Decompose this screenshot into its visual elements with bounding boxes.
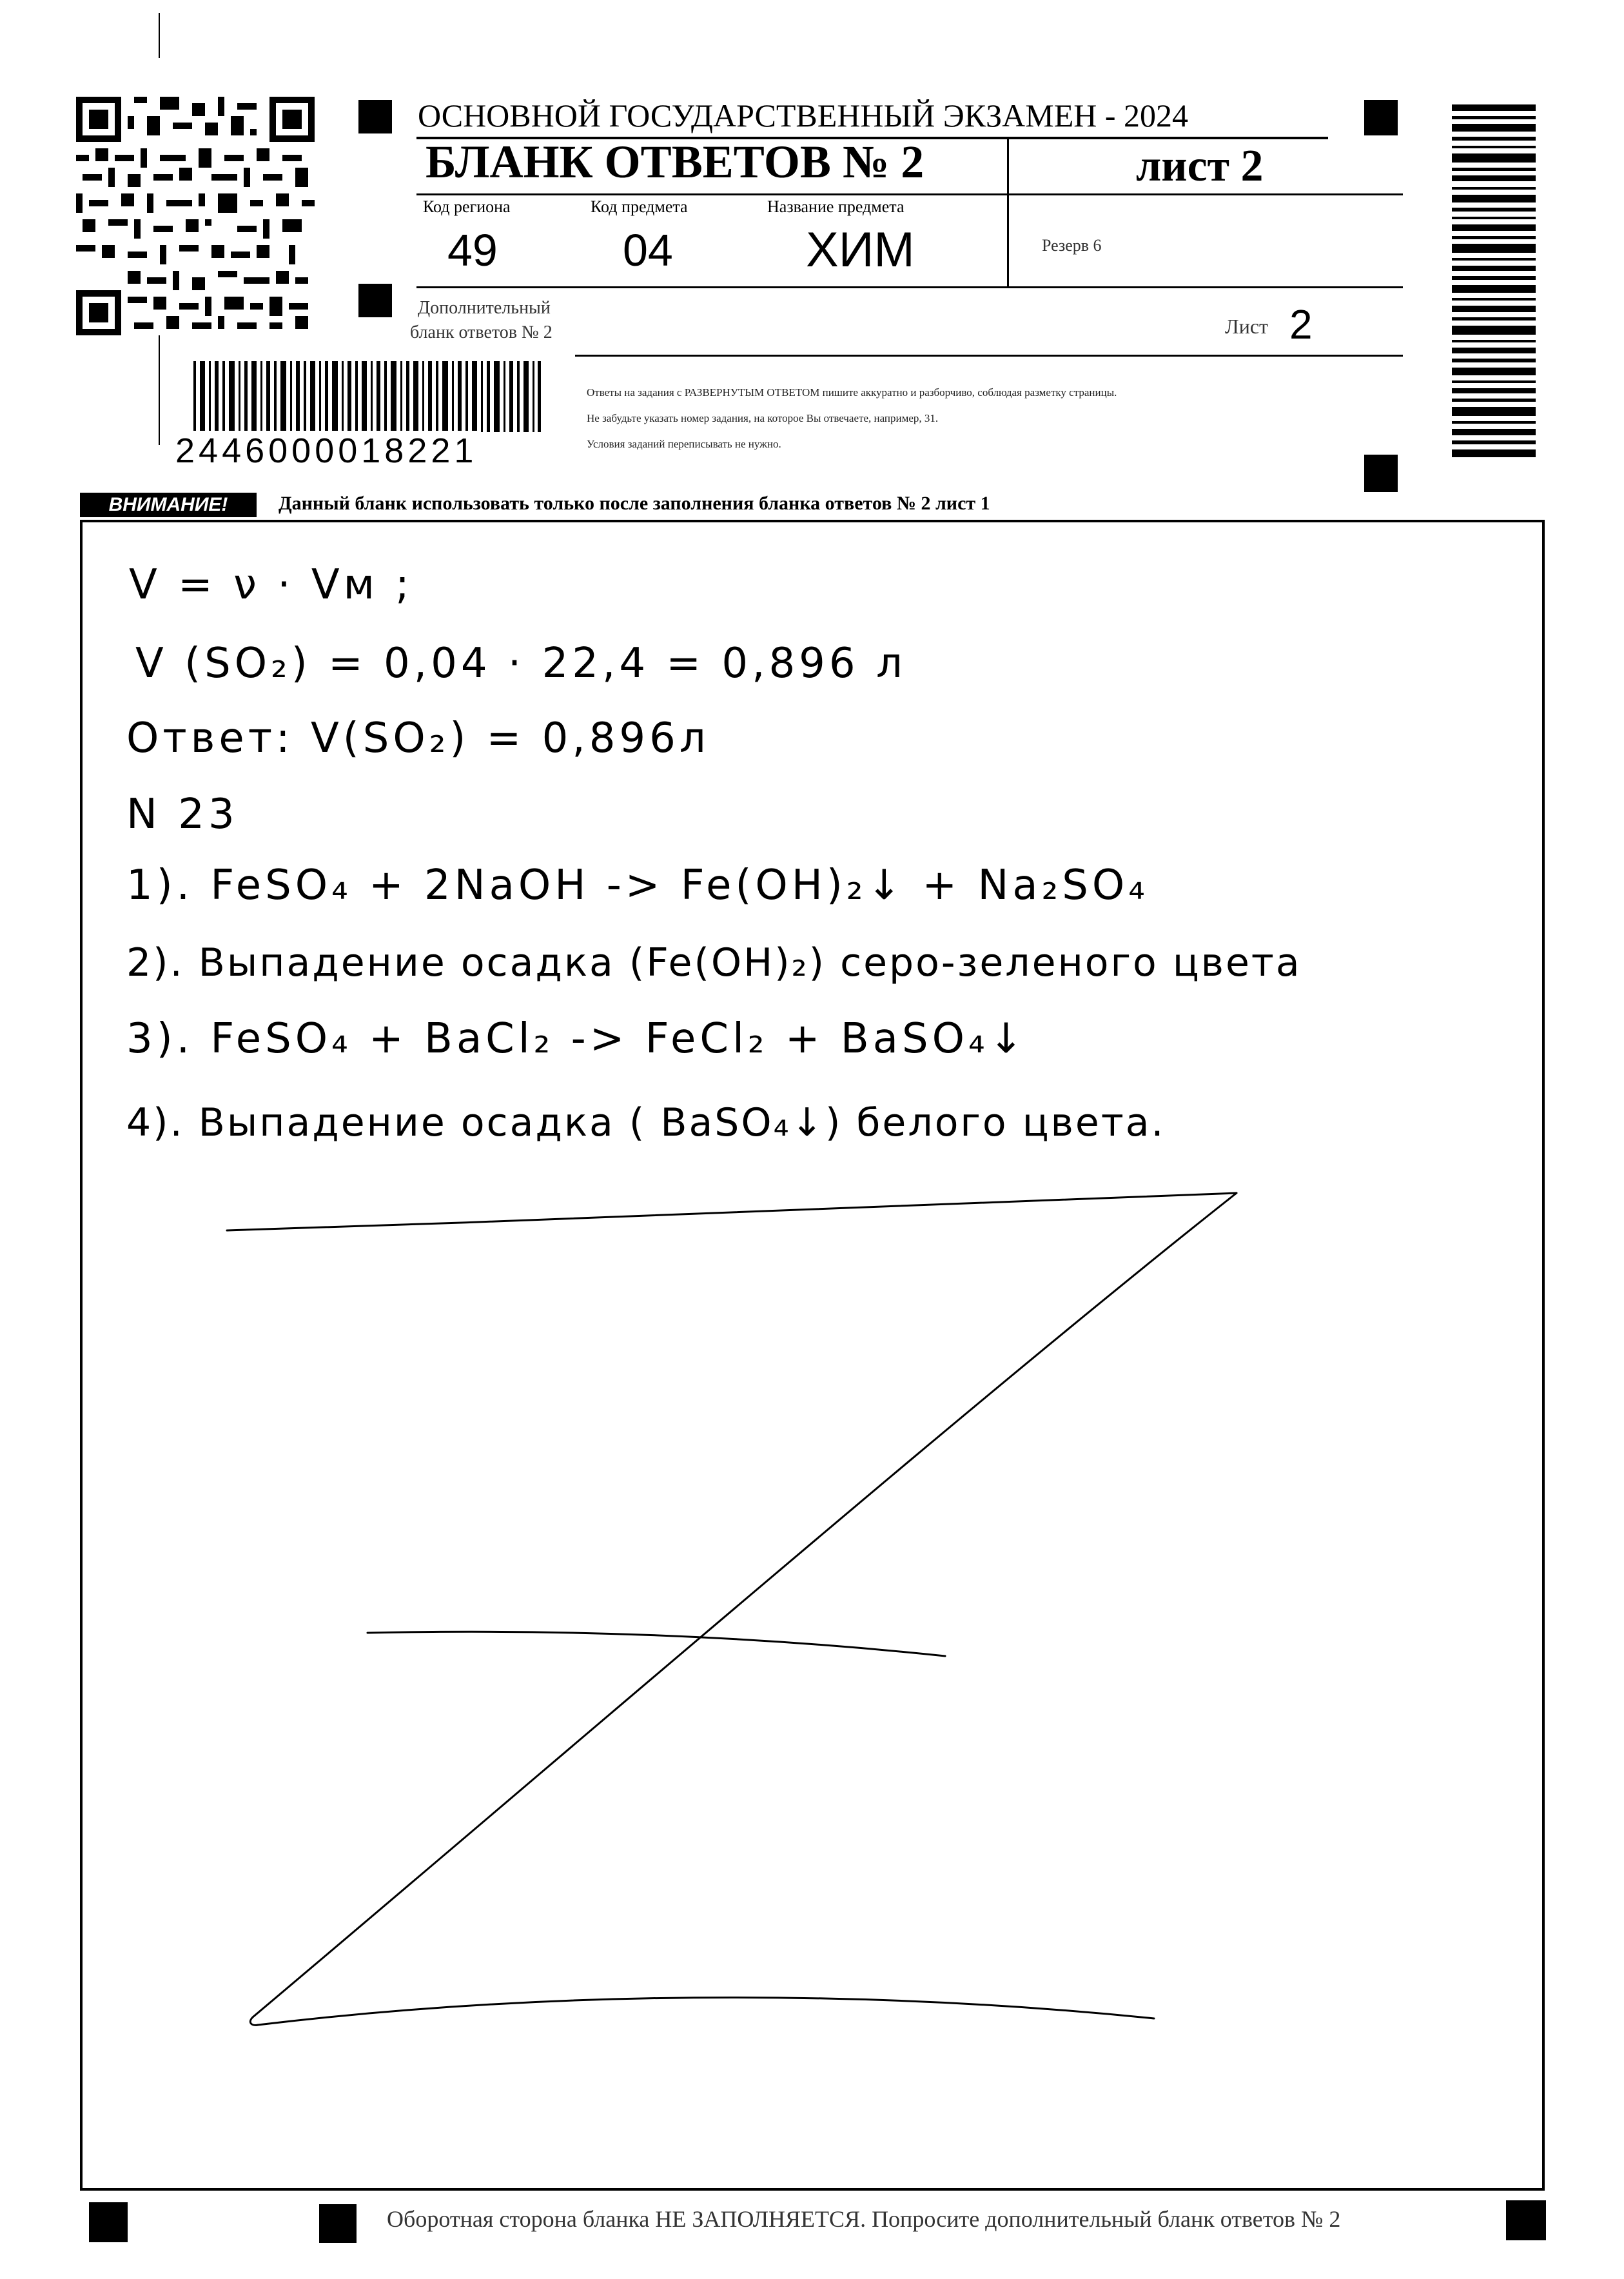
sheet-value: 2 xyxy=(1289,301,1313,348)
answer-line-3: Ответ: V(SO₂) = 0,896л xyxy=(126,715,710,762)
subject-name-label: Название предмета xyxy=(767,197,905,216)
answer-line-8: 4). Выпадение осадка ( BaSO₄↓) белого цвета. xyxy=(126,1100,1166,1145)
answer-line-2: V (SO₂) = 0,04 · 22,4 = 0,896 л xyxy=(135,640,906,687)
form-title: БЛАНК ОТВЕТОВ № 2 xyxy=(426,136,925,188)
z-top-stroke xyxy=(227,1193,1237,1230)
subject-code-value: 04 xyxy=(623,225,673,275)
notice-text: Данный бланк использовать только после заполнения бланка ответов № 2 лист 1 xyxy=(279,493,990,514)
answer-line-4: N 23 xyxy=(126,791,239,838)
subject-name-value: ХИМ xyxy=(806,222,915,277)
footer-text: Оборотная сторона бланка НЕ ЗАПОЛНЯЕТСЯ. Попросите дополнительный бланк ответов № 2 xyxy=(387,2206,1341,2232)
answer-line-5: 1). FeSO₄ + 2NaOH -> Fe(OH)₂↓ + Na₂SO₄ xyxy=(126,862,1149,909)
z-diagonal-stroke xyxy=(250,1193,1237,2025)
instruction-line-3: Условия заданий переписывать не нужно. xyxy=(587,438,781,450)
region-label: Код региона xyxy=(423,197,511,216)
answer-line-6: 2). Выпадение осадка (Fe(OH)₂) серо-зеленого цвета xyxy=(126,940,1302,985)
subject-code-label: Код предмета xyxy=(591,197,688,216)
answer-line-1: V = ν · Vм ; xyxy=(129,561,413,609)
region-value: 49 xyxy=(447,225,498,275)
exam-title: ОСНОВНОЙ ГОСУДАРСТВЕННЫЙ ЭКЗАМЕН - 2024 xyxy=(418,97,1188,133)
additional-label-1: Дополнительный xyxy=(418,298,551,318)
notice-badge: ВНИМАНИЕ! xyxy=(80,493,257,517)
additional-label-2: бланк ответов № 2 xyxy=(410,322,553,342)
sheet-label: Лист xyxy=(1225,315,1269,338)
barcode-number: 2446000018221 xyxy=(173,431,480,471)
sheet-title: лист 2 xyxy=(1136,141,1264,191)
instruction-line-1: Ответы на задания с РАЗВЕРНУТЫМ ОТВЕТОМ пишите аккуратно и разборчиво, соблюдая разметку страницы. xyxy=(587,386,1117,399)
answer-line-7: 3). FeSO₄ + BaCl₂ -> FeCl₂ + BaSO₄↓ xyxy=(126,1015,1028,1063)
reserve-label: Резерв 6 xyxy=(1042,236,1102,255)
instruction-line-2: Не забудьте указать номер задания, на которое Вы отвечаете, например, 31. xyxy=(587,412,939,424)
z-cross-stroke xyxy=(367,1632,945,1656)
z-bottom-stroke xyxy=(258,1998,1154,2026)
